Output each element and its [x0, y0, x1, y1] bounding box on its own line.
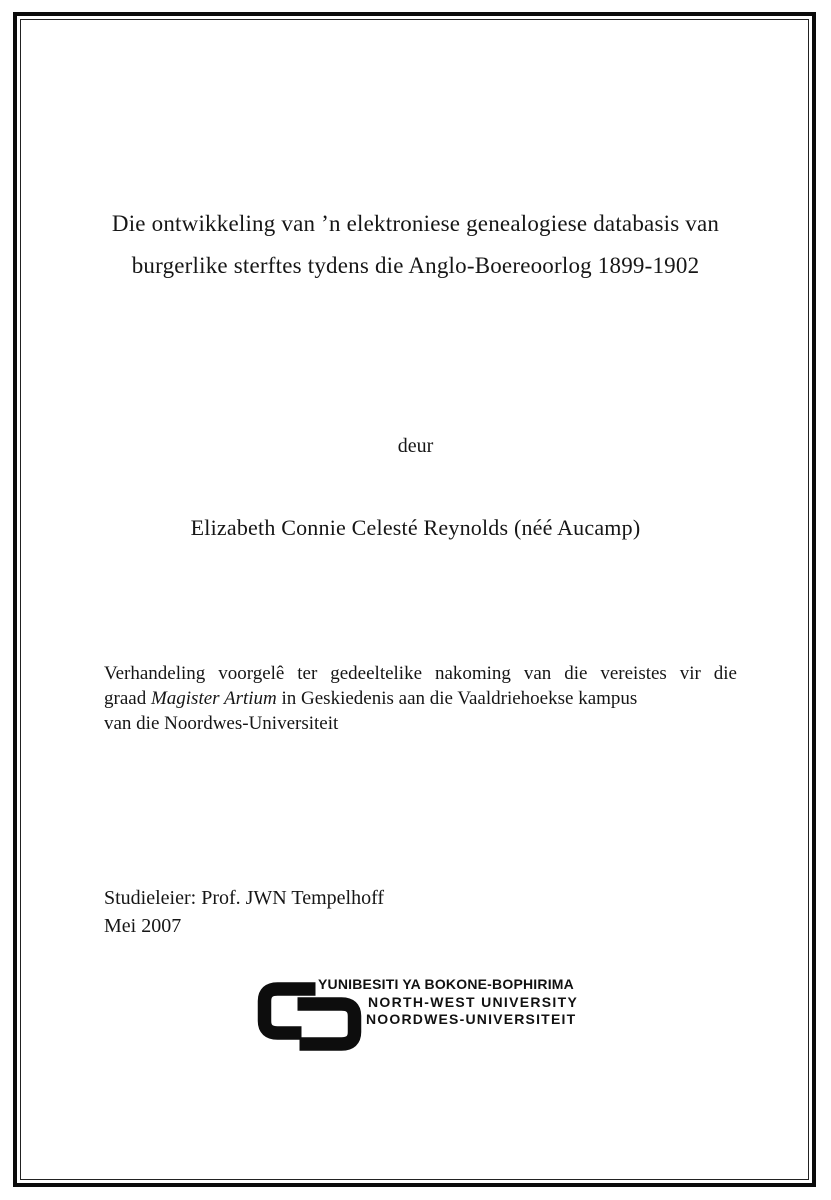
submission-line1: Verhandeling voorgelê ter gedeeltelike nakoming van die vereistes vir die — [104, 663, 737, 684]
submission-statement — [104, 661, 737, 736]
byline-label: deur — [397, 435, 434, 457]
logo-line-english: NORTH-WEST UNIVERSITY — [368, 993, 579, 1010]
degree-name: Magister Artium — [150, 688, 277, 709]
date-line: Mei 2007 — [104, 915, 182, 937]
university-logo-text — [318, 976, 578, 1029]
thesis-title-line2: burgerlike sterftes tydens die Anglo-Boereoorlog 1899-1902 — [131, 253, 700, 278]
submission-line3: van die Noordwes-Universiteit — [104, 713, 339, 734]
supervisor-line: Studieleier: Prof. JWN Tempelhoff — [104, 887, 385, 909]
submission-line2-suffix: in Geskiedenis aan die Vaaldriehoekse kampus — [281, 688, 638, 709]
thesis-title-line1: Die ontwikkeling van ’n elektroniese genealogiese databasis van — [111, 211, 720, 236]
logo-line-setswana: YUNIBESITI YA BOKONE-BOPHIRIMA — [318, 976, 574, 992]
author-name: Elizabeth Connie Celesté Reynolds (néé Aucamp) — [190, 515, 641, 540]
submission-line2-prefix: graad — [104, 688, 147, 709]
submission-line2 — [104, 686, 737, 711]
university-logo — [257, 975, 587, 1057]
thesis-title — [40, 203, 791, 287]
logo-line-afrikaans: NOORDWES-UNIVERSITEIT — [366, 1011, 577, 1027]
supervisor-block — [104, 884, 384, 940]
